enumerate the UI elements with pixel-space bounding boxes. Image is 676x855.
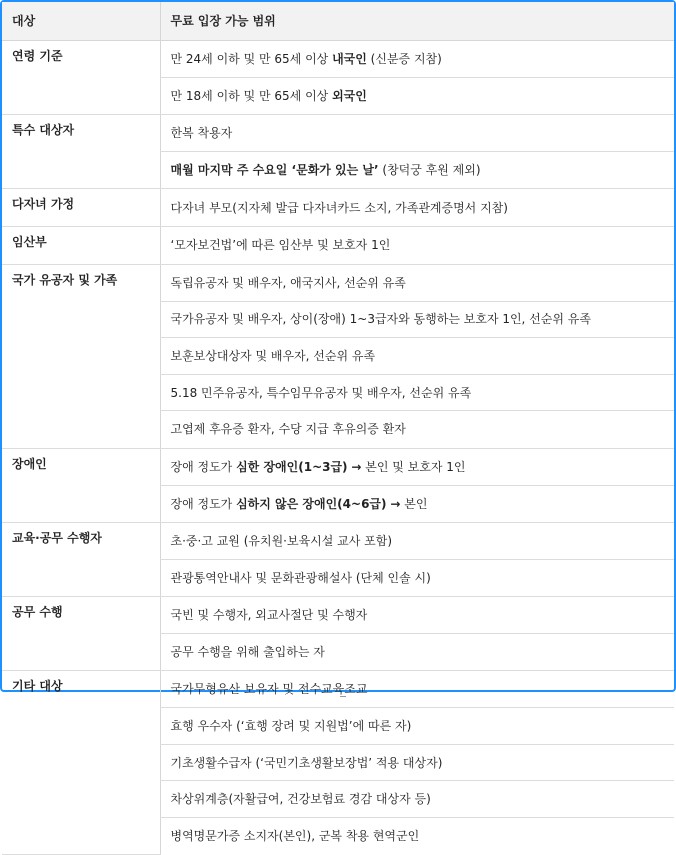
- table-row: [2, 374, 674, 411]
- category-cell-empty: [2, 781, 160, 818]
- scope-text: 고엽제 후유증 환자, 수당 지급 후유의증 환자: [170, 422, 406, 437]
- scope-text-bold: 외국인: [332, 89, 367, 104]
- category-cell-empty: [2, 301, 160, 338]
- scope-text: 장애 정도가: [170, 496, 237, 511]
- scope-text: 기초생활수급자 (‘국민기초생활보장법’ 적용 대상자): [170, 755, 443, 770]
- scope-cell: [160, 41, 674, 78]
- category-cell: 다자녀 가정: [2, 189, 160, 227]
- table-row: [2, 338, 674, 375]
- scope-cell: [160, 559, 674, 596]
- scope-cell: [160, 448, 674, 485]
- scope-text: 국가무형유산 보유자 및 전수교육조교: [170, 682, 368, 697]
- scope-text: 만 18세 이하 및 만 65세 이상: [170, 89, 333, 104]
- table-row: [2, 744, 674, 781]
- table-row: [2, 152, 674, 189]
- scope-text: 다자녀 부모(지자체 발급 다자녀카드 소지, 가족관계증명서 지참): [170, 200, 508, 215]
- scroll-hint: [340, 693, 346, 697]
- table-row: [2, 41, 674, 78]
- scope-cell: [160, 226, 674, 264]
- scope-text: 관광통역안내사 및 문화관광해설사 (단체 인솔 시): [170, 570, 431, 585]
- table-row: [2, 634, 674, 671]
- category-cell: 교육·공무 수행자: [12, 530, 102, 545]
- scope-cell: [160, 115, 674, 152]
- scope-text: 한복 착용자: [170, 126, 233, 141]
- table-row: [2, 485, 674, 522]
- table-row: [2, 596, 674, 633]
- header-target: 대상: [2, 2, 160, 41]
- scope-text-bold: 매월 마지막 주 수요일 ‘문화가 있는 날’: [170, 163, 379, 178]
- scope-cell: [160, 522, 674, 559]
- table-row: [2, 411, 674, 448]
- scope-text: 보훈보상대상자 및 배우자, 선순위 유족: [170, 349, 376, 364]
- scope-cell: [160, 411, 674, 448]
- scope-text: 병역명문가증 소지자(본인), 군복 착용 현역군인: [170, 829, 420, 844]
- category-cell: 임산부: [2, 226, 160, 264]
- category-cell-empty: [2, 374, 160, 411]
- table-row: [2, 671, 674, 708]
- scope-cell: [160, 634, 674, 671]
- scope-text: 효행 우수자 (‘효행 장려 및 지원법’에 따른 자): [170, 718, 412, 733]
- table-row: [2, 226, 674, 264]
- scope-text-bold: 심한 장애인(1~3급): [236, 459, 348, 474]
- scope-cell: [160, 78, 674, 115]
- table-body: [2, 41, 674, 855]
- category-cell: 특수 대상자: [12, 123, 75, 138]
- scope-text: 장애 정도가: [170, 459, 237, 474]
- category-cell-empty: [2, 634, 160, 671]
- table-row: [2, 264, 674, 301]
- scope-text: 본인: [400, 496, 428, 511]
- scope-text: 차상위계층(자활급여, 건강보험료 경감 대상자 등): [170, 792, 431, 807]
- category-cell-empty: [2, 411, 160, 448]
- scope-text-bold: →: [351, 459, 362, 474]
- category-cell-empty: [2, 708, 160, 745]
- category-cell-empty: [2, 559, 160, 596]
- scope-cell: [160, 374, 674, 411]
- category-cell: 연령 기준: [12, 49, 63, 63]
- scope-text: 공무 수행을 위해 출입하는 자: [170, 645, 325, 660]
- category-cell-empty: [2, 338, 160, 375]
- table-row: [2, 781, 674, 818]
- scope-text-bold: 내국인: [332, 52, 367, 67]
- scope-text: 독립유공자 및 배우자, 애국지사, 선순위 유족: [170, 275, 406, 290]
- scope-text: 만 24세 이하 및 만 65세 이상: [170, 52, 333, 67]
- scope-text: 5.18 민주유공자, 특수임무유공자 및 배우자, 선순위 유족: [170, 385, 472, 400]
- table-row: [2, 189, 674, 227]
- table-row: [2, 817, 674, 854]
- scope-text: 국가유공자 및 배우자, 상이(장애) 1~3급자와 동행하는 보호자 1인, 선순위 유족: [170, 312, 591, 327]
- scope-text: 국빈 및 수행자, 외교사절단 및 수행자: [170, 607, 368, 622]
- scope-cell: [160, 189, 674, 227]
- category-cell: 기타 대상: [12, 679, 63, 694]
- scope-text: (창덕궁 후원 제외): [378, 163, 481, 178]
- scope-cell: [160, 671, 674, 708]
- scope-text-bold: 심하지 않은 장애인(4~6급): [236, 496, 387, 511]
- scope-cell: [160, 485, 674, 522]
- table-row: [2, 301, 674, 338]
- category-cell-empty: [2, 744, 160, 781]
- scope-cell: [160, 301, 674, 338]
- table-row: [2, 448, 674, 485]
- scope-text-bold: →: [390, 496, 401, 511]
- header-scope: 무료 입장 가능 범위: [160, 2, 674, 41]
- free-admission-table: [2, 2, 674, 855]
- scope-cell: [160, 708, 674, 745]
- scope-text: (신분증 지참): [366, 52, 442, 67]
- table-row: [2, 522, 674, 559]
- scope-text: 본인 및 보호자 1인: [361, 459, 466, 474]
- scope-cell: [160, 744, 674, 781]
- scope-cell: [160, 817, 674, 854]
- category-cell-empty: [2, 78, 160, 115]
- category-cell: 공무 수행: [12, 604, 63, 619]
- category-cell-empty: [2, 152, 160, 189]
- category-cell-empty: [2, 485, 160, 522]
- scope-text: ‘모자보건법’에 따른 임산부 및 보호자 1인: [170, 238, 391, 253]
- scope-cell: [160, 781, 674, 818]
- category-cell: 국가 유공자 및 가족: [12, 272, 118, 287]
- scope-cell: [160, 152, 674, 189]
- category-cell-empty: [2, 817, 160, 854]
- table-row: [2, 78, 674, 115]
- category-cell: 장애인: [12, 456, 47, 471]
- scope-cell: [160, 596, 674, 633]
- scope-text: 초·중·고 교원 (유치원·보육시설 교사 포함): [170, 533, 393, 548]
- table-row: [2, 115, 674, 152]
- table-header-row: [2, 2, 674, 41]
- scope-cell: [160, 264, 674, 301]
- table-row: [2, 559, 674, 596]
- table-row: [2, 708, 674, 745]
- scope-cell: [160, 338, 674, 375]
